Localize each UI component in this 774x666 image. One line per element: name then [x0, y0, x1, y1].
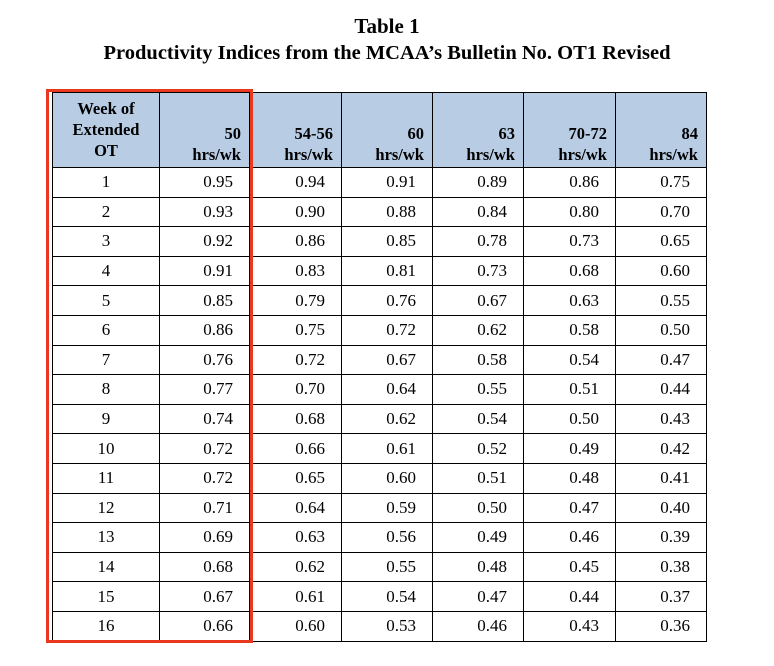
index-cell: 0.83	[250, 256, 342, 286]
index-cell: 0.51	[433, 463, 524, 493]
table-row	[53, 611, 707, 641]
index-cell: 0.45	[524, 552, 616, 582]
index-cell: 0.64	[342, 375, 433, 405]
index-cell: 0.50	[433, 493, 524, 523]
column-header	[524, 93, 616, 168]
table-row	[53, 256, 707, 286]
index-cell: 0.75	[616, 168, 707, 198]
index-cell: 0.72	[160, 434, 250, 464]
index-cell: 0.95	[160, 168, 250, 198]
index-cell: 0.79	[250, 286, 342, 316]
index-cell: 0.68	[524, 256, 616, 286]
week-cell: 13	[53, 523, 160, 553]
index-cell: 0.62	[250, 552, 342, 582]
column-header-line: Week of	[77, 98, 135, 118]
index-cell: 0.55	[433, 375, 524, 405]
productivity-table	[52, 92, 707, 642]
week-cell: 6	[53, 315, 160, 345]
column-header-line: hrs/wk	[649, 145, 698, 164]
week-cell: 12	[53, 493, 160, 523]
column-header-line: hrs/wk	[375, 145, 424, 164]
index-cell: 0.68	[160, 552, 250, 582]
table-row	[53, 552, 707, 582]
index-cell: 0.49	[433, 523, 524, 553]
index-cell: 0.60	[342, 463, 433, 493]
index-cell: 0.94	[250, 168, 342, 198]
index-cell: 0.60	[616, 256, 707, 286]
index-cell: 0.36	[616, 611, 707, 641]
index-cell: 0.86	[160, 315, 250, 345]
week-cell: 3	[53, 227, 160, 257]
index-cell: 0.74	[160, 404, 250, 434]
index-cell: 0.61	[342, 434, 433, 464]
column-header	[433, 93, 524, 168]
index-cell: 0.39	[616, 523, 707, 553]
table-row	[53, 582, 707, 612]
index-cell: 0.78	[433, 227, 524, 257]
column-header-line: Extended	[72, 119, 140, 139]
index-cell: 0.61	[250, 582, 342, 612]
column-header-line: hrs/wk	[192, 145, 241, 164]
week-cell: 1	[53, 168, 160, 198]
index-cell: 0.49	[524, 434, 616, 464]
week-cell: 8	[53, 375, 160, 405]
index-cell: 0.50	[524, 404, 616, 434]
column-header-line: 50	[224, 124, 241, 143]
index-cell: 0.63	[250, 523, 342, 553]
index-cell: 0.56	[342, 523, 433, 553]
index-cell: 0.54	[342, 582, 433, 612]
table-row	[53, 315, 707, 345]
index-cell: 0.48	[524, 463, 616, 493]
index-cell: 0.63	[524, 286, 616, 316]
week-cell: 16	[53, 611, 160, 641]
week-cell: 4	[53, 256, 160, 286]
index-cell: 0.73	[433, 256, 524, 286]
index-cell: 0.91	[342, 168, 433, 198]
index-cell: 0.46	[433, 611, 524, 641]
column-header-line: 60	[407, 124, 424, 143]
table-row	[53, 168, 707, 198]
index-cell: 0.85	[160, 286, 250, 316]
index-cell: 0.71	[160, 493, 250, 523]
index-cell: 0.58	[433, 345, 524, 375]
index-cell: 0.90	[250, 197, 342, 227]
index-cell: 0.37	[616, 582, 707, 612]
index-cell: 0.75	[250, 315, 342, 345]
index-cell: 0.60	[250, 611, 342, 641]
column-header	[342, 93, 433, 168]
index-cell: 0.54	[433, 404, 524, 434]
index-cell: 0.66	[160, 611, 250, 641]
column-header-line: 54-56	[294, 124, 333, 143]
index-cell: 0.47	[433, 582, 524, 612]
index-cell: 0.67	[160, 582, 250, 612]
table-row	[53, 345, 707, 375]
index-cell: 0.43	[524, 611, 616, 641]
index-cell: 0.53	[342, 611, 433, 641]
index-cell: 0.67	[433, 286, 524, 316]
column-header	[53, 93, 160, 168]
index-cell: 0.85	[342, 227, 433, 257]
index-cell: 0.44	[616, 375, 707, 405]
index-cell: 0.59	[342, 493, 433, 523]
column-header	[160, 93, 250, 168]
index-cell: 0.68	[250, 404, 342, 434]
index-cell: 0.41	[616, 463, 707, 493]
table-body	[53, 168, 707, 642]
index-cell: 0.43	[616, 404, 707, 434]
index-cell: 0.44	[524, 582, 616, 612]
index-cell: 0.89	[433, 168, 524, 198]
table-caption-title: Table 1	[354, 14, 420, 38]
index-cell: 0.65	[616, 227, 707, 257]
index-cell: 0.70	[250, 375, 342, 405]
index-cell: 0.38	[616, 552, 707, 582]
table-row	[53, 286, 707, 316]
table-row	[53, 375, 707, 405]
index-cell: 0.51	[524, 375, 616, 405]
index-cell: 0.69	[160, 523, 250, 553]
index-cell: 0.55	[342, 552, 433, 582]
week-cell: 7	[53, 345, 160, 375]
table-row	[53, 463, 707, 493]
index-cell: 0.66	[250, 434, 342, 464]
week-cell: 14	[53, 552, 160, 582]
week-cell: 10	[53, 434, 160, 464]
week-cell: 5	[53, 286, 160, 316]
index-cell: 0.84	[433, 197, 524, 227]
index-cell: 0.48	[433, 552, 524, 582]
column-header	[250, 93, 342, 168]
index-cell: 0.91	[160, 256, 250, 286]
index-cell: 0.77	[160, 375, 250, 405]
column-header	[616, 93, 707, 168]
index-cell: 0.50	[616, 315, 707, 345]
index-cell: 0.76	[160, 345, 250, 375]
index-cell: 0.80	[524, 197, 616, 227]
index-cell: 0.76	[342, 286, 433, 316]
column-header-line: hrs/wk	[284, 145, 333, 164]
index-cell: 0.42	[616, 434, 707, 464]
index-cell: 0.62	[342, 404, 433, 434]
index-cell: 0.46	[524, 523, 616, 553]
column-header-line: 70-72	[568, 124, 607, 143]
index-cell: 0.64	[250, 493, 342, 523]
index-cell: 0.72	[250, 345, 342, 375]
index-cell: 0.73	[524, 227, 616, 257]
index-cell: 0.72	[160, 463, 250, 493]
index-cell: 0.93	[160, 197, 250, 227]
index-cell: 0.62	[433, 315, 524, 345]
index-cell: 0.72	[342, 315, 433, 345]
index-cell: 0.54	[524, 345, 616, 375]
table-row	[53, 523, 707, 553]
column-header-line: hrs/wk	[558, 145, 607, 164]
week-cell: 15	[53, 582, 160, 612]
table-row	[53, 493, 707, 523]
index-cell: 0.88	[342, 197, 433, 227]
index-cell: 0.81	[342, 256, 433, 286]
table-row	[53, 434, 707, 464]
week-cell: 2	[53, 197, 160, 227]
table-row	[53, 197, 707, 227]
index-cell: 0.67	[342, 345, 433, 375]
index-cell: 0.52	[433, 434, 524, 464]
table-caption-subtitle: Productivity Indices from the MCAA’s Bulletin No. OT1 Revised	[103, 42, 671, 64]
index-cell: 0.86	[250, 227, 342, 257]
table-row	[53, 404, 707, 434]
index-cell: 0.86	[524, 168, 616, 198]
index-cell: 0.92	[160, 227, 250, 257]
index-cell: 0.58	[524, 315, 616, 345]
column-header-line: 63	[498, 124, 515, 143]
week-cell: 11	[53, 463, 160, 493]
table-row	[53, 227, 707, 257]
header-row	[53, 93, 707, 168]
index-cell: 0.55	[616, 286, 707, 316]
index-cell: 0.47	[524, 493, 616, 523]
week-cell: 9	[53, 404, 160, 434]
index-cell: 0.65	[250, 463, 342, 493]
column-header-line: 84	[681, 124, 698, 143]
index-cell: 0.40	[616, 493, 707, 523]
index-cell: 0.70	[616, 197, 707, 227]
index-cell: 0.47	[616, 345, 707, 375]
column-header-line: hrs/wk	[466, 145, 515, 164]
column-header-line: OT	[94, 140, 118, 160]
